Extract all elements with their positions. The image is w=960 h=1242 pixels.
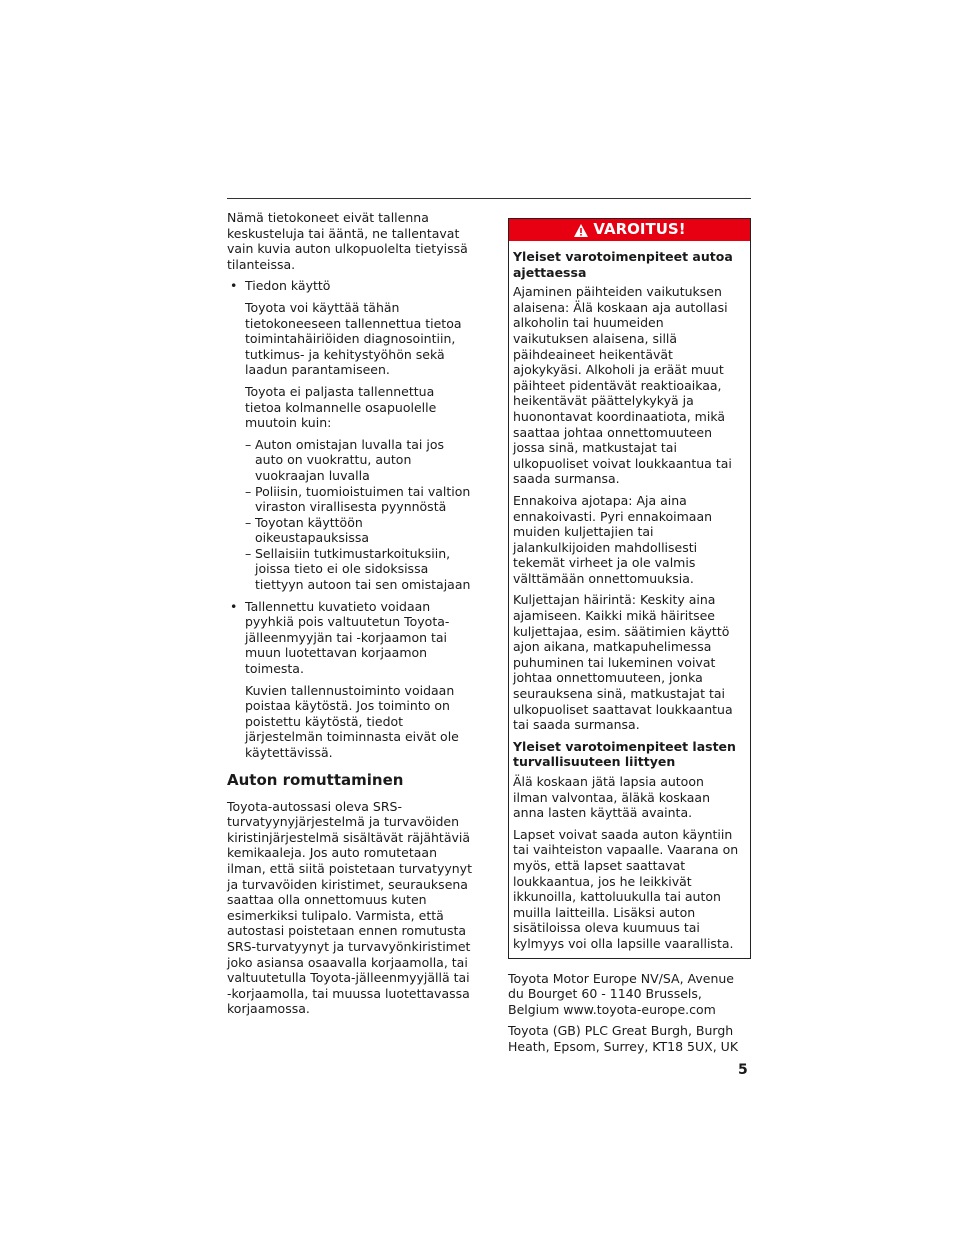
warning-paragraph: Ajaminen päihteiden vaikutuksen alaisena: Älä koskaan aja autollasi alkoholin tai huumeiden vaikutuksen alaisena, sillä päihdeaineet heikentävät ajokykyäsi. Alkoholi ja eräät muut päihteet pidentävät reaktioaikaa, heikentävät päättelykykyä ja huonontavat koordinaatiota, mikä saattaa johtaa onnettomuuteen jossa sinä, matkustajat tai ulkopuoliset voivat loukkaantua tai saada surmansa. [513, 284, 732, 487]
bullet-data-usage [227, 278, 472, 294]
warning-label: VAROITUS! [593, 220, 686, 239]
list-item: – Auton omistajan luvalla tai jos auto on vuokrattu, auton vuokraajan luvalla [245, 436, 444, 483]
warning-paragraph: Älä koskaan jätä lapsia autoon ilman valvontaa, äläkä koskaan anna lasten käyttää avainta. [513, 774, 711, 821]
warning-paragraph: Lapset voivat saada auton käyntiin tai vaihteiston vapaalle. Vaarana on myös, että lapset saattavat loukkaantua, jos he leikkivät ikkunoilla, kattoluukulla tai auton muilla laitteilla. Lisäksi auton sisätiloissa oleva kuumuus tai kylmyys voi olla lapsille vaarallista. [513, 826, 739, 951]
warning-body [509, 241, 750, 958]
right-column [508, 218, 751, 1061]
warning-subheading: Yleiset varotoimenpiteet autoa ajettaessa [513, 249, 733, 280]
page-number: 5 [738, 1062, 748, 1078]
usage-paragraph-1: Toyota voi käyttää tähän tietokoneeseen tallennettua tietoa toimintahäiriöiden diagnosointiin, tutkimus- ja kehitystyöhön sekä laadun parantamiseen. [245, 299, 462, 378]
address-tme: Toyota Motor Europe NV/SA, Avenue du Bourget 60 - 1140 Brussels, Belgium www.toyota-europe.com [508, 970, 734, 1017]
top-rule [227, 198, 751, 199]
section-heading: Auton romuttaminen [227, 770, 404, 789]
bullet-title: Tiedon käyttö [245, 278, 331, 294]
usage-paragraph-2: Toyota ei paljasta tallennettua tietoa kolmannelle osapuolelle muutoin kuin: [245, 383, 437, 431]
warning-paragraph: Kuljettajan häirintä: Keskity aina ajamiseen. Kaikki mikä häiritsee kuljettajaa, esim. säätimien käyttö ajon aikana, matkapuhelimessa puhuminen tai lukeminen voivat johtaa onnettomuuteen, jonka seurauksena sinä, matkustajat tai ulkopuoliset saattavat loukkaantua tai saada surmansa. [513, 592, 733, 733]
warning-triangle-icon [573, 223, 589, 238]
warning-header [509, 219, 750, 241]
warning-subheading: Yleiset varotoimenpiteet lasten turvallisuuteen liittyen [513, 738, 736, 770]
bullet-dot: • [230, 278, 238, 294]
address-gb: Toyota (GB) PLC Great Burgh, Burgh Heath, Epsom, Surrey, KT18 5UX, UK [508, 1023, 739, 1054]
warning-box [508, 218, 751, 959]
intro-paragraph: Nämä tietokoneet eivät tallenna keskusteluja tai ääntä, ne tallentavat vain kuvia auton ulkopuolelta tietyissä tilanteissa. [227, 210, 468, 272]
scrap-paragraph: Toyota-autossasi oleva SRS-turvatyynyjärjestelmä ja turvavöiden kiristinjärjestelmä sisältävät räjähtäviä kemikaaleja. Jos auto romutetaan ilman, että siitä poistetaan turvatyynyt ja turvavöiden kiristimet, seurauksena saattaa olla onnettomuus kuten esimerkiksi tulipalo. Varmista, että autostasi poistetaan ennen romutusta SRS-turvatyynyt ja turvavyönkiristimet joko asiansa osaavalla korjaamolla, tai valtuutetulla Toyota-jälleenmyyjällä tai -korjaamolla, tai muussa luotettavassa korjaamossa. [227, 798, 472, 1017]
bullet-image-erase [227, 599, 472, 677]
warning-paragraph: Ennakoiva ajotapa: Aja aina ennakoivasti. Pyri ennakoimaan muiden kuljettajien tai jalankulkijoiden mahdollisesti tekemät virheet ja ole valmis välttämään onnettomuuksia. [513, 492, 713, 586]
list-item: – Sellaisiin tutkimustarkoituksiin, joissa tieto ei ole sidoksissa tiettyyn autoon tai sen omistajaan [245, 545, 471, 593]
bullet-title: Tallennettu kuvatieto voidaan pyyhkiä pois valtuutetun Toyota-jälleenmyyjän tai -korjaamon tai muun luotettavan korjaamon toimesta. [245, 598, 450, 677]
list-item: – Poliisin, tuomioistuimen tai valtion viraston virallisesta pyynnöstä [245, 483, 471, 515]
erase-paragraph: Kuvien tallennustoiminto voidaan poistaa käytöstä. Jos toiminto on poistettu käytöstä, tiedot järjestelmän toiminnasta eivät ole käytettävissä. [245, 682, 459, 760]
list-item: – Toyotan käyttöön oikeustapauksissa [245, 514, 370, 546]
disclosure-list [227, 437, 472, 593]
left-column [227, 210, 472, 1023]
bullet-dot: • [230, 598, 238, 614]
